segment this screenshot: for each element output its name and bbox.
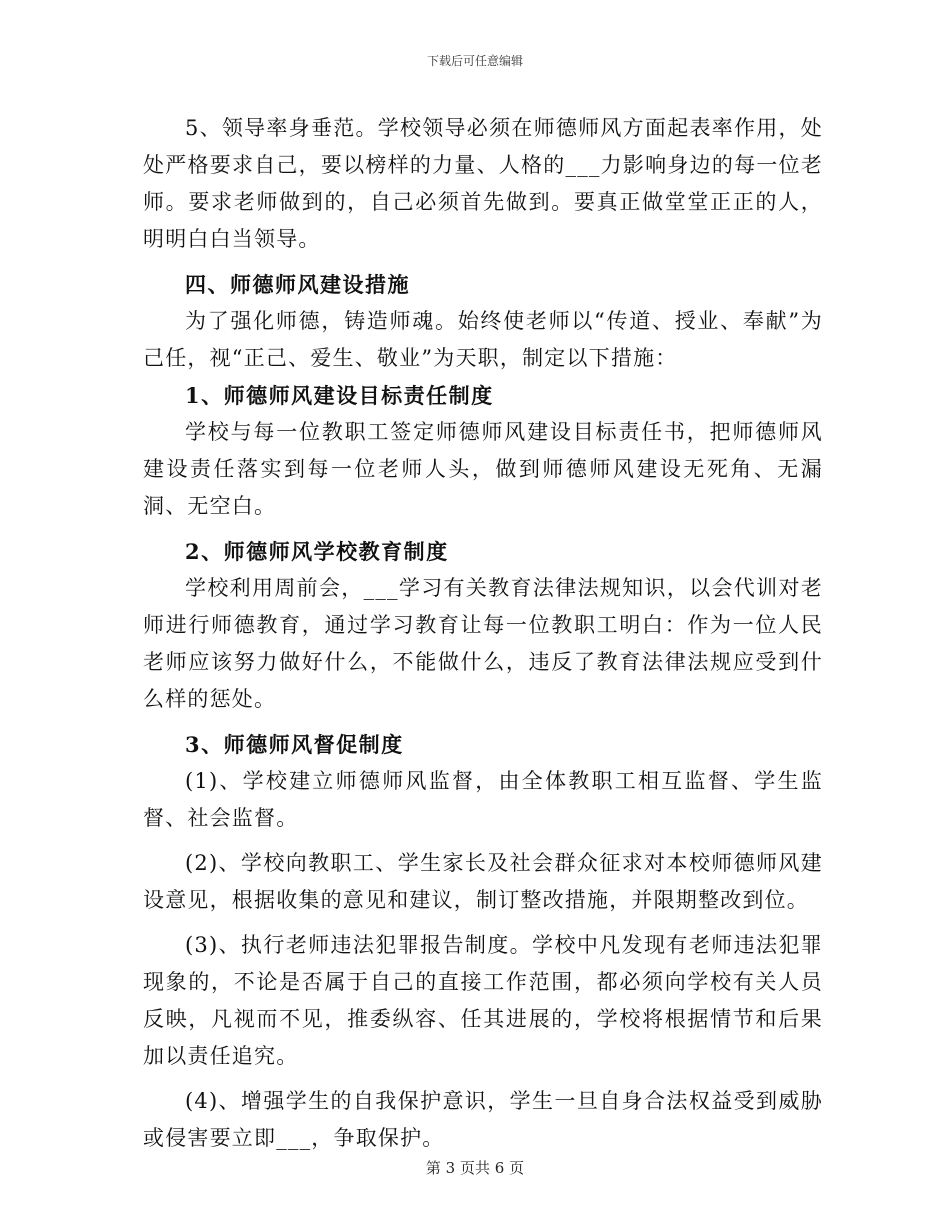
paragraph-leadership: 5、领导率身垂范。学校领导必须在师德师风方面起表率作用，处处严格要求自己，要以榜样的力量、人格的___力影响身边的每一位老师。要求老师做到的，自己必须首先做到。要真正做堂堂正正的人，明明白白当领导。 (143, 116, 823, 251)
paragraph-supervision-2: (2)、学校向教职工、学生家长及社会群众征求对本校师德师风建设意见，根据收集的意见和建议，制订整改措施，并限期整改到位。 (143, 851, 823, 912)
paragraph-supervision-4: (4)、增强学生的自我保护意识，学生一旦自身合法权益受到威胁或侵害要立即___，争取保护。 (143, 1089, 823, 1150)
subheading-responsibility-system: 1、师德师风建设目标责任制度 (185, 383, 494, 408)
paragraph-supervision-1: (1)、学校建立师德师风监督，由全体教职工相互监督、学生监督、社会监督。 (143, 769, 823, 830)
paragraph-responsibility: 学校与每一位教职工签定师德师风建设目标责任书，把师德师风建设责任落实到每一位老师人头，做到师德师风建设无死角、无漏洞、无空白。 (143, 420, 823, 518)
paragraph-intro-measures: 为了强化师德，铸造师魂。始终使老师以“传道、授业、奉献”为己任，视“正己、爱生、敬业”为天职，制定以下措施： (143, 309, 823, 370)
section-heading-measures: 四、师德师风建设措施 (185, 272, 410, 297)
document-body (143, 110, 823, 1157)
page-header: 下载后可任意编辑 (426, 54, 523, 68)
page-footer: 第 3 页共 6 页 (425, 1159, 525, 1177)
paragraph-supervision-3: (3)、执行老师违法犯罪报告制度。学校中凡发现有老师违法犯罪现象的，不论是否属于自己的直接工作范围，都必须向学校有关人员反映，凡视而不见，推委纵容、任其进展的，学校将根据情节和后果加以责任追究。 (143, 933, 823, 1068)
paragraph-education: 学校利用周前会，___学习有关教育法律法规知识，以会代训对老师进行师德教育，通过学习教育让每一位教职工明白：作为一位人民老师应该努力做好什么，不能做什么，违反了教育法律法规应受到什么样的惩处。 (143, 576, 823, 711)
subheading-supervision-system: 3、师德师风督促制度 (185, 732, 404, 757)
subheading-education-system: 2、师德师风学校教育制度 (185, 539, 449, 564)
